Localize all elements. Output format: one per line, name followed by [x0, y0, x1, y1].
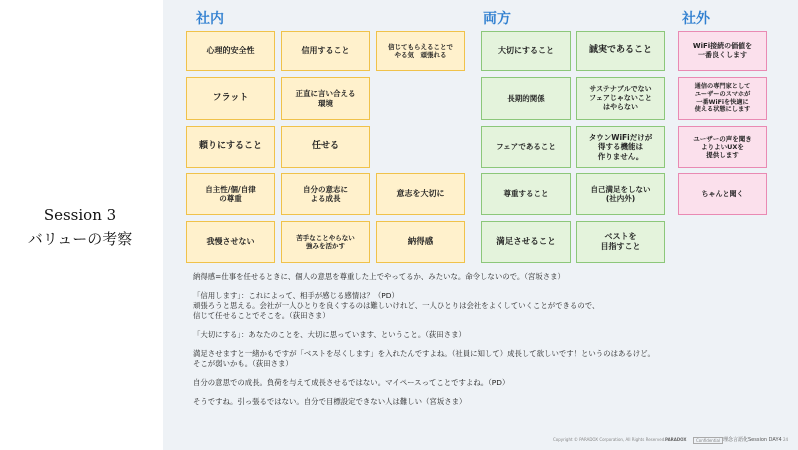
session-title-line2: バリューの考察	[27, 230, 133, 248]
card-conviction: 納得感	[376, 221, 465, 263]
session-title-line1: Session 3	[43, 206, 117, 224]
card-flat: フラット	[186, 77, 275, 120]
footer-confidential: Confidential	[693, 437, 723, 444]
card-sustainable: サステナブルでない フェアじゃないこと はやらない	[576, 77, 665, 120]
footer-page-number: 24	[783, 437, 789, 442]
card-trusted-motivation: 信じてもらえることで やる気 頑張れる	[376, 31, 465, 71]
note-goal-setting: そうですね。引っ張るではない。自分で目標設定できない人は難しい（宮坂さま）	[193, 397, 467, 406]
card-honest-environment: 正直に言い合える 環境	[281, 77, 370, 120]
card-listen-properly: ちゃんと聞く	[678, 173, 767, 215]
card-aim-best: ベストを 目指すこと	[576, 221, 665, 263]
note-conviction: 納得感=仕事を任せるときに、個人の意思を尊重した上でやってるか、みたいな。命令しないので。（宮坂さま）	[193, 272, 565, 281]
card-entrust: 任せる	[281, 126, 370, 168]
note-cherish: 「大切にする」：あなたのことを、大切に思っています、ということ。（荻田さま）	[193, 330, 466, 339]
header-external: 社外	[682, 11, 710, 27]
card-cherish: 大切にすること	[481, 31, 571, 71]
card-satisfy: 満足させること	[481, 221, 571, 263]
header-internal: 社内	[196, 11, 224, 27]
card-comm-expert: 通信の専門家として ユーザーのスマホが 一番WiFiを快適に 使える状態にします	[678, 77, 767, 120]
footer-brand: PARADOX	[665, 437, 687, 442]
footer-copyright: Copyright © PARADOX Corporation, All Rights Reserved.	[553, 437, 666, 442]
discussion-notes	[193, 272, 783, 416]
card-autonomy: 自主性/個/自律 の尊重	[186, 173, 275, 215]
card-sincerity: 誠実であること	[576, 31, 665, 71]
card-psychological-safety: 心理的安全性	[186, 31, 275, 71]
card-no-self-satisfaction: 自己満足をしない (社内外)	[576, 173, 665, 215]
card-value-will: 意志を大切に	[376, 173, 465, 215]
note-trust: 「信用します」：これによって、相手が感じる感情は？（PD） 頑張ろうと思える。会社が一人ひとりを良くするのは難しいけれど、一人ひとりは会社をよくしていくことができるので、 信じて任せることでそこを。（荻田さま）	[193, 291, 600, 320]
header-both: 両方	[483, 11, 511, 27]
card-respect: 尊重すること	[481, 173, 571, 215]
card-use-strengths: 苦手なことやらない 強みを活かす	[281, 221, 370, 263]
footer-session: 理念言語化Session DAY4	[723, 437, 782, 443]
card-no-selfish-features: タウンWiFiだけが 得する機能は 作りません。	[576, 126, 665, 168]
card-wifi-value: WiFi接続の価値を 一番良くします	[678, 31, 767, 71]
card-user-voice: ユーザーの声を聞き よりよいUXを 提供します	[678, 126, 767, 168]
card-trust: 信用すること	[281, 31, 370, 71]
note-best: 満足させますと一緒かもですが「ベストを尽くします」を入れたんですよね。（社員に知して）成長して欲しいです！というのはあるけど。 そこが弱いかも。（荻田さま）	[193, 349, 655, 368]
card-no-endurance: 我慢させない	[186, 221, 275, 263]
card-rely-on: 頼りにすること	[186, 126, 275, 168]
note-growth: 自分の意思での成長。負荷を与えて成長させるではない。マイペースってことですよね。（PD）	[193, 378, 510, 387]
session-title	[0, 203, 160, 251]
slide	[163, 0, 798, 450]
card-self-growth: 自分の意志に よる成長	[281, 173, 370, 215]
card-long-term: 長期的関係	[481, 77, 571, 120]
card-fair: フェアであること	[481, 126, 571, 168]
